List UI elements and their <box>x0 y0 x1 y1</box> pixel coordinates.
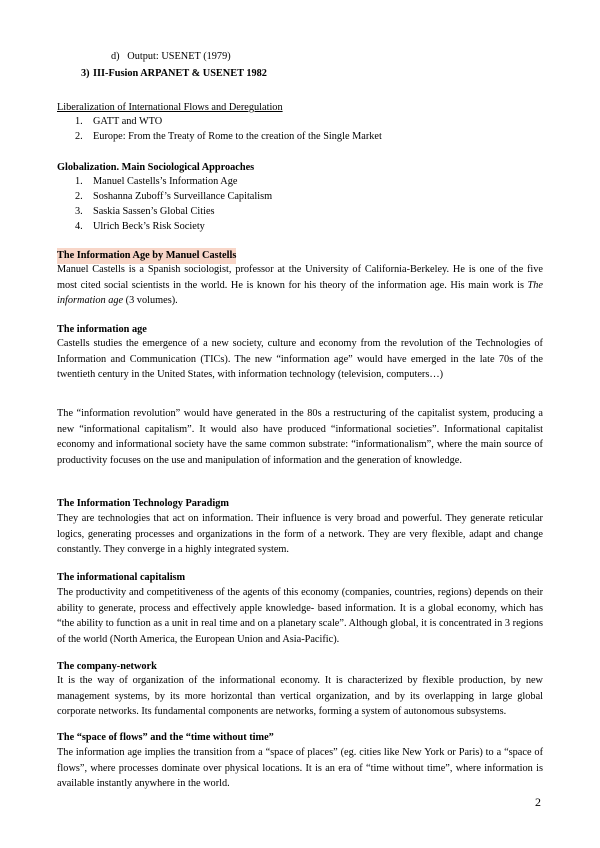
fusion-item-title: III-Fusion ARPANET & USENET 1982 <box>93 68 267 79</box>
list-item-number: 1. <box>75 176 83 187</box>
list-item-number: 3. <box>75 206 83 217</box>
list-item-zuboff: Soshanna Zuboff’s Surveillance Capitalism <box>93 191 273 202</box>
paragraph-it-paradigm: They are technologies that act on information. Their influence is very broad and powerful. They generate reticular logics, generating processes and organizations in the form of a network. They are very flexible, adapt and change constantly. They converge in a highly integrated system. <box>57 513 543 555</box>
castells-heading: The Information Age by Manuel Castells <box>57 248 236 264</box>
section-heading-company-network: The company-network <box>57 661 157 672</box>
paragraph-informational-capitalism: The productivity and competitiveness of the agents of this economy (companies, countries, regions) depends on their ability to generate, process and effectively apple knowledge- based information. It is a global economy, which has “the ability to function as a unit in real time and on a planetary scale”. Although global, it is concentrated in 3 regions of the world (North America, the European Union and Asia-Pacific). <box>57 587 543 645</box>
paragraph-company-network: It is the way of organization of the informational economy. It is characterized by flexible production, by new management systems, by its more horizontal than vertical organization, and by its overlapping in large global corporate networks. Its fundamental components are networks, forming a system of autonomous subsystems. <box>57 675 543 717</box>
list-item-number: 2. <box>75 131 83 142</box>
paragraph-information-age-1: Castells studies the emergence of a new society, culture and economy from the revolution of the Technologies of Information and Communication (TICs). The new “information age” would have emerged in the late 70s of the twentieth century in the United States, with information technology (television, computers…) <box>57 338 543 380</box>
paragraph-space-of-flows: The information age implies the transition from a “space of places” (eg. cities like New York or Paris) to a “space of flows”, where processes dominate over physical locations. It is an era of “time without time”, where information is available instantly anywhere in the world. <box>57 747 543 789</box>
section-heading-space-of-flows: The “space of flows” and the “time without time” <box>57 732 274 743</box>
list-item-number: 1. <box>75 116 83 127</box>
intro-text: Manuel Castells is a Spanish sociologist, professor at the University of California-Berkeley. He is one of the five most cited social scientists in the world. He is known for his theory of the information age. His main work is <box>57 264 543 291</box>
list-item-number: 2. <box>75 191 83 202</box>
liberalization-heading: Liberalization of International Flows and Deregulation <box>57 102 283 113</box>
page-number: 2 <box>535 795 541 809</box>
fusion-item-number: 3) <box>81 68 90 79</box>
intro-text-end: (3 volumes). <box>123 295 178 306</box>
output-usenet-item: d) Output: USENET (1979) <box>111 51 231 62</box>
list-item-number: 4. <box>75 221 83 232</box>
list-item-europe: Europe: From the Treaty of Rome to the creation of the Single Market <box>93 131 382 142</box>
list-item-sassen: Saskia Sassen’s Global Cities <box>93 206 215 217</box>
list-item-gatt: GATT and WTO <box>93 116 163 127</box>
globalization-heading: Globalization. Main Sociological Approaches <box>57 162 255 173</box>
castells-intro-paragraph <box>57 262 543 309</box>
paragraph-information-age-2: The “information revolution” would have generated in the 80s a restructuring of the capitalist system, producing a new “informational capitalism”. It would also have produced “informational societies”. Informational capitalist economy and informational society have the same common substrate: “informationalism”, where the main source of productivity focuses on the use and manipulation of information and the generation of knowledge. <box>57 408 543 466</box>
section-heading-it-paradigm: The Information Technology Paradigm <box>57 498 229 509</box>
list-item-beck: Ulrich Beck’s Risk Society <box>93 221 205 232</box>
section-heading-informational-capitalism: The informational capitalism <box>57 572 186 583</box>
intro-work-title: The information age <box>57 279 543 306</box>
section-heading-information-age: The information age <box>57 324 147 335</box>
list-item-castells: Manuel Castells’s Information Age <box>93 176 238 187</box>
